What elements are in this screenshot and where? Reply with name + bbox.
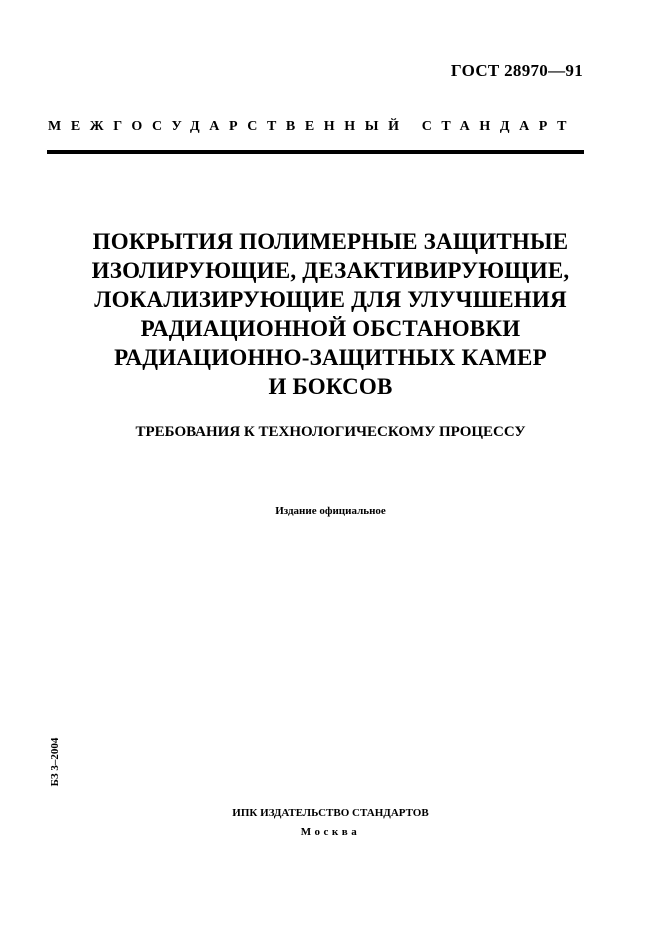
- title-line: ИЗОЛИРУЮЩИЕ, ДЕЗАКТИВИРУЮЩИЕ,: [91, 258, 570, 283]
- standard-number: ГОСТ 28970—91: [450, 61, 583, 80]
- publisher-city: Москва: [300, 826, 361, 838]
- title-line: РАДИАЦИОННО-ЗАЩИТНЫХ КАМЕР: [114, 345, 547, 370]
- title-line: ЛОКАЛИЗИРУЮЩИЕ ДЛЯ УЛУЧШЕНИЯ: [94, 287, 567, 312]
- publisher-name: ИПК ИЗДАТЕЛЬСТВО СТАНДАРТОВ: [232, 807, 429, 819]
- standard-category: МЕЖГОСУДАРСТВЕННЫЙ СТАНДАРТ: [48, 119, 577, 134]
- title-line: ПОКРЫТИЯ ПОЛИМЕРНЫЕ ЗАЩИТНЫЕ: [92, 229, 569, 254]
- edition-note: Издание официальное: [275, 505, 386, 517]
- document-title: [30, 227, 631, 401]
- title-line: РАДИАЦИОННОЙ ОБСТАНОВКИ: [140, 316, 521, 341]
- side-code: БЗ 3–2004: [49, 737, 61, 787]
- header-rule: [47, 150, 584, 154]
- title-line: И БОКСОВ: [268, 374, 393, 399]
- document-subtitle: ТРЕБОВАНИЯ К ТЕХНОЛОГИЧЕСКОМУ ПРОЦЕССУ: [135, 424, 526, 440]
